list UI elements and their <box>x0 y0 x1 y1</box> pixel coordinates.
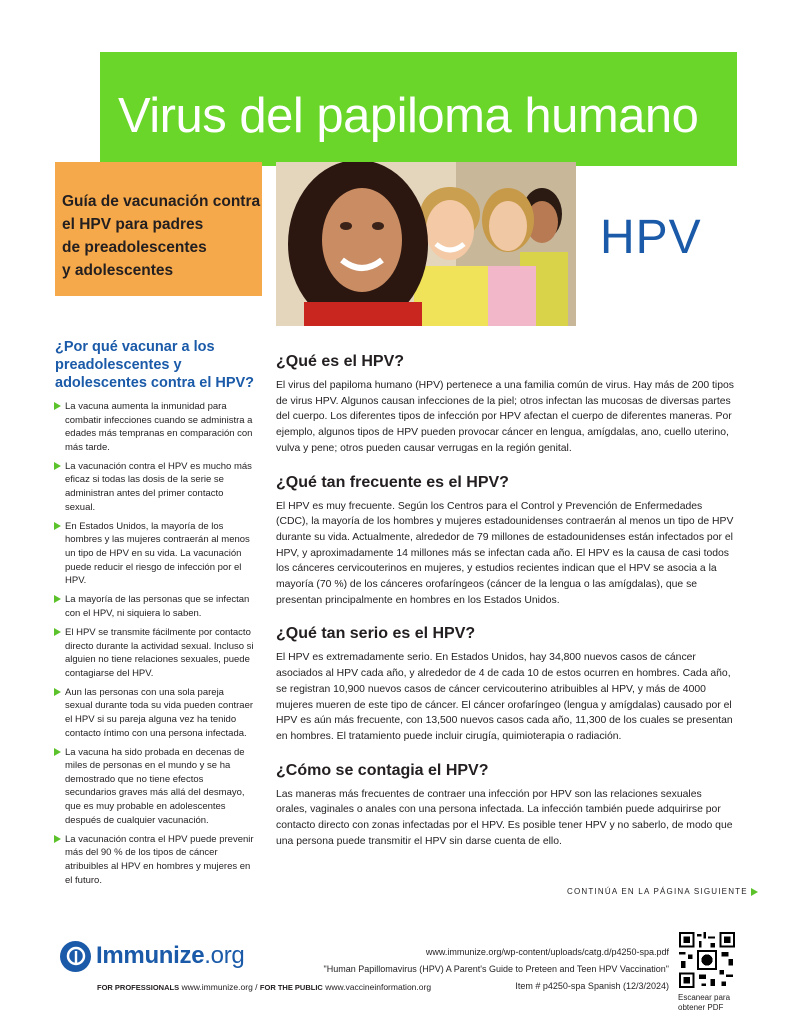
list-item <box>54 460 254 514</box>
section-heading: ¿Cómo se contagia el HPV? <box>276 761 489 779</box>
subtitle-line: el HPV para padres <box>62 216 204 233</box>
section-how-spread <box>276 762 734 850</box>
public-url[interactable]: www.vaccineinformation.org <box>325 982 432 992</box>
public-label: FOR THE PUBLIC <box>259 983 323 992</box>
qr-code-icon[interactable] <box>679 932 735 988</box>
syringe-logo-icon <box>60 941 91 972</box>
section-body: El HPV es extremadamente serio. En Estados Unidos, hay 34,800 nuevos casos de cáncer asociados al HPV cada año, y alrededor de 4 de cada 10 de estos ocurren en hombres. Cada año, se registran 10,900 nuevos casos de cáncer cervicouterino atribuibles al HPV, y más de 4000 mujeres mueren de este tipo de cáncer. El cáncer orofaríngeo (lengua y amígdalas) causado por el HPV es aún más frecuente, con 13,500 nuevos casos cada año, 11,300 de los cuales se presentan en hombres. El tratamiento puede incluir cirugía, quimioterapia o radiación. <box>276 652 733 742</box>
section-heading: ¿Qué es el HPV? <box>276 353 405 370</box>
section-what-is-hpv <box>276 353 734 457</box>
children-photo <box>276 162 576 326</box>
section-how-serious <box>276 625 734 744</box>
section-body: El virus del papiloma humano (HPV) pertenece a una familia común de virus. Hay más de 200 tipos de virus HPV. Algunos causan infecciones de la piel; otros infectan las mucosas de diversas partes del cuerpo. Los diferentes tipos de infección por HPV afectan el cuerpo de diferentes maneras. Por ejemplo, algunos tipos de HPV pueden provocar cáncer en lengua, amígdalas, ano, cuello uterino, vulva y pene; otros pueden causar verrugas en la región genital. <box>276 380 734 454</box>
bullet-triangle-icon <box>54 522 61 530</box>
list-item <box>54 686 254 740</box>
list-item-text: El HPV se transmite fácilmente por contacto directo durante la actividad sexual. Incluso si alguien no tiene relaciones sexuales, puede contagiarse del HPV. <box>65 626 254 679</box>
qr-caption: Escanear para obtener PDF <box>678 993 731 1012</box>
pro-url[interactable]: www.immunize.org <box>181 982 253 992</box>
list-item-text: La vacuna aumenta la inmunidad para combatir infecciones cuando se administra a edades más tempranas en comparación con más tarde. <box>65 401 253 453</box>
list-item-text: La vacunación contra el HPV es mucho más eficaz si todas las dosis de la serie se administran antes del primer contacto sexual. <box>65 460 252 513</box>
continue-text: CONTINÚA EN LA PÁGINA SIGUIENTE <box>567 887 748 896</box>
immunize-logo[interactable] <box>60 938 244 974</box>
children-illustration <box>276 162 576 326</box>
list-item <box>54 626 254 680</box>
bullet-triangle-icon <box>54 462 61 470</box>
arrow-right-icon <box>751 888 758 896</box>
sidebar-heading: ¿Por qué vacunar a los preadolescentes y adolescentes contra el HPV? <box>55 339 255 391</box>
list-item <box>54 746 254 828</box>
list-item-text: Aun las personas con una sola pareja sexual durante toda su vida pueden contraer el HPV si su pareja alguna vez ha tenido contacto íntimo con una persona infectada. <box>65 686 254 739</box>
main-content <box>276 353 734 866</box>
logo-wordmark <box>96 942 244 970</box>
continue-next-page <box>567 887 758 896</box>
citation-block <box>324 944 669 995</box>
list-item-text: En Estados Unidos, la mayoría de los hombres y las mujeres contraerán al menos un tipo de HPV en su vida. La vacunación puede reducir el riesgo de infección por el HPV. <box>65 520 250 587</box>
subtitle-line: de preadolescentes <box>62 239 207 256</box>
pro-label: FOR PROFESSIONALS <box>97 983 180 992</box>
section-body: El HPV es muy frecuente. Según los Centros para el Control y Prevención de Enfermedades (CDC), la mayoría de los hombres y mujeres estadounidenses contraerán al menos un tipo de HPV durante su vida. Actualmente, alrededor de 79 millones de estadounidenses están infectados por el HPV, y aproximadamente 14 millones más se infectan cada año. El HPV es la causa de casi todos los cánceres cervicouterinos en mujeres, y estudios recientes indican que el HPV se asocia a la mayoría (70 %) de los cánceres orofaríngeos (cáncer de la lengua o las amígdalas), que se presentan principalmente en hombres en los Estados Unidos. <box>276 500 734 606</box>
list-item-text: La mayoría de las personas que se infectan con el HPV, ni siquiera lo saben. <box>65 594 250 619</box>
list-item <box>54 593 254 620</box>
english-title: "Human Papillomavirus (HPV) A Parent's Guide to Preteen and Teen HPV Vaccination" <box>323 964 669 974</box>
list-item <box>54 520 254 588</box>
bullet-triangle-icon <box>54 628 61 636</box>
subtitle <box>62 190 262 282</box>
list-item <box>54 400 254 454</box>
section-how-common <box>276 474 734 609</box>
section-body: Las maneras más frecuentes de contraer una infección por HPV son las relaciones sexuales orales, vaginales o anales con una persona infectada. La infección también puede adquirirse por contacto directo con zonas infectadas por el HPV. Es posible tener HPV y no saberlo, de modo que una persona puede transmitir el HPV sin darse cuenta de ello. <box>276 788 733 847</box>
item-number: Item # p4250-spa Spanish (12/3/2024) <box>515 981 669 991</box>
pdf-url[interactable]: www.immunize.org/wp-content/uploads/catg.d/p4250-spa.pdf <box>425 947 669 957</box>
bullet-triangle-icon <box>54 748 61 756</box>
subtitle-line: y adolescentes <box>62 262 174 279</box>
logo-suffix: .org <box>204 942 245 969</box>
sidebar-list <box>54 400 254 893</box>
bullet-triangle-icon <box>54 688 61 696</box>
hpv-acronym: HPV <box>600 211 702 264</box>
logo-name: Immunize <box>96 942 205 969</box>
subtitle-line: Guía de vacunación contra <box>62 193 261 210</box>
bullet-triangle-icon <box>54 595 61 603</box>
page-title: Virus del papiloma humano <box>118 89 699 143</box>
bullet-triangle-icon <box>54 835 61 843</box>
section-heading: ¿Qué tan frecuente es el HPV? <box>276 473 509 491</box>
bullet-triangle-icon <box>54 402 61 410</box>
list-item <box>54 833 254 887</box>
list-item-text: La vacunación contra el HPV puede prevenir más del 90 % de los tipos de cáncer atribuibles al HPV en hombres y mujeres en el futuro. <box>65 833 254 886</box>
footer-links: FOR PROFESSIONALS www.immunize.org / FOR THE PUBLIC www.vaccineinformation.org <box>97 982 432 992</box>
list-item-text: La vacuna ha sido probada en decenas de miles de personas en el mundo y se ha demostrado que no tiene efectos secundarios graves más allá del desmayo, que es muy probable en adolescentes después de cualquier vacunación. <box>65 746 245 826</box>
section-heading: ¿Qué tan serio es el HPV? <box>276 625 476 643</box>
